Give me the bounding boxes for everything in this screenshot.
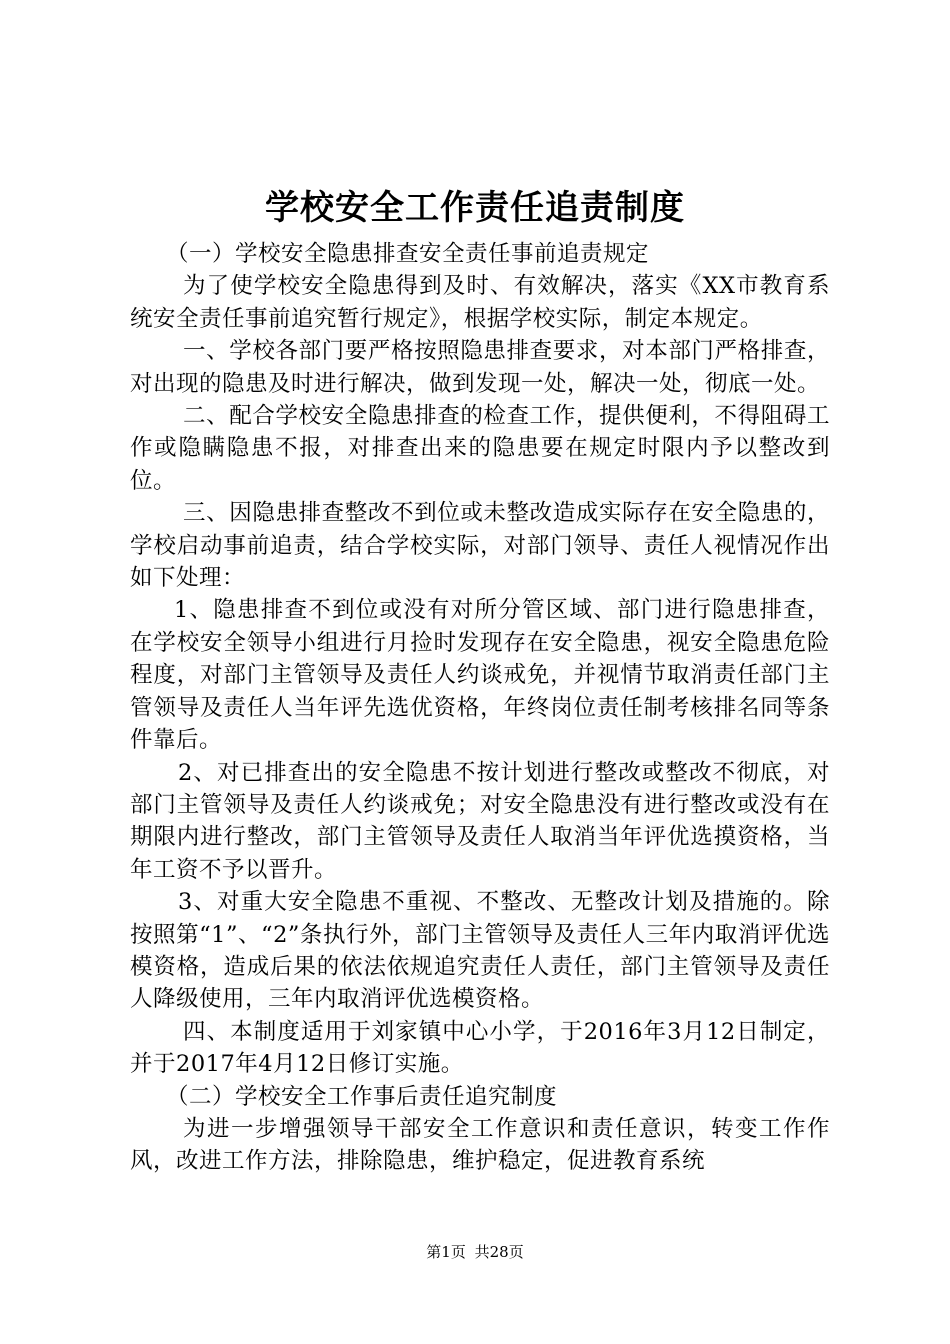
paragraph-section-2-intro: 为进一步增强领导干部安全工作意识和责任意识，转变工作作风，改进工作方法，排除隐患，维护稳定，促进教育系统 — [130, 1115, 830, 1175]
document-title: 学校安全工作责任追责制度 — [265, 188, 685, 228]
paragraph-item-1: 一、学校各部门要严格按照隐患排查要求，对本部门严格排查，对出现的隐患及时进行解决，做到发现一处，解决一处，彻底一处。 — [130, 338, 830, 397]
paragraph-intro: 为了使学校安全隐患得到及时、有效解决，落实《XX市教育系统安全责任事前追究暂行规定》，根据学校实际，制定本规定。 — [130, 273, 830, 332]
paragraph-item-2: 二、配合学校安全隐患排查的检查工作，提供便利，不得阻碍工作或隐瞒隐患不报，对排查出来的隐患要在规定时限内予以整改到位。 — [130, 403, 830, 494]
page-footer: 第1页 共28页 — [426, 1243, 524, 1261]
paragraph-subitem-1: 1、隐患排查不到位或没有对所分管区域、部门进行隐患排查，在学校安全领导小组进行月捡时发现存在安全隐患，视安全隐患危险程度，对部门主管领导及责任人约谈戒免，并视情节取消责任部门主管领导及责任人当年评先选优资格，年终岗位责任制考核排名同等条件靠后。 — [130, 597, 830, 754]
paragraph-item-3: 三、因隐患排查整改不到位或未整改造成实际存在安全隐患的，学校启动事前追责，结合学校实际，对部门领导、责任人视情况作出如下处理： — [130, 500, 830, 592]
paragraph-item-4: 四、本制度适用于刘家镇中心小学，于2016年3月12日制定，并于2017年4月12日修订实施。 — [130, 1018, 830, 1078]
paragraph-subitem-3: 3、对重大安全隐患不重视、不整改、无整改计划及措施的。除按照第“1”、“2”条执行外，部门主管领导及责任人三年内取消评优选模资格，造成后果的依法依规追究责任人责任，部门主管领导及责任人降级使用，三年内取消评优选模资格。 — [130, 889, 830, 1013]
paragraph-subitem-2: 2、对已排查出的安全隐患不按计划进行整改或整改不彻底，对部门主管领导及责任人约谈戒免；对安全隐患没有进行整改或没有在期限内进行整改，部门主管领导及责任人取消当年评优选摸资格，当年工资不予以晋升。 — [130, 759, 830, 883]
section-heading-1: （一）学校安全隐患排查安全责任事前追责规定 — [166, 241, 650, 267]
document-body — [130, 238, 830, 1178]
section-heading-2: （二）学校安全工作事后责任追究制度 — [166, 1083, 558, 1110]
